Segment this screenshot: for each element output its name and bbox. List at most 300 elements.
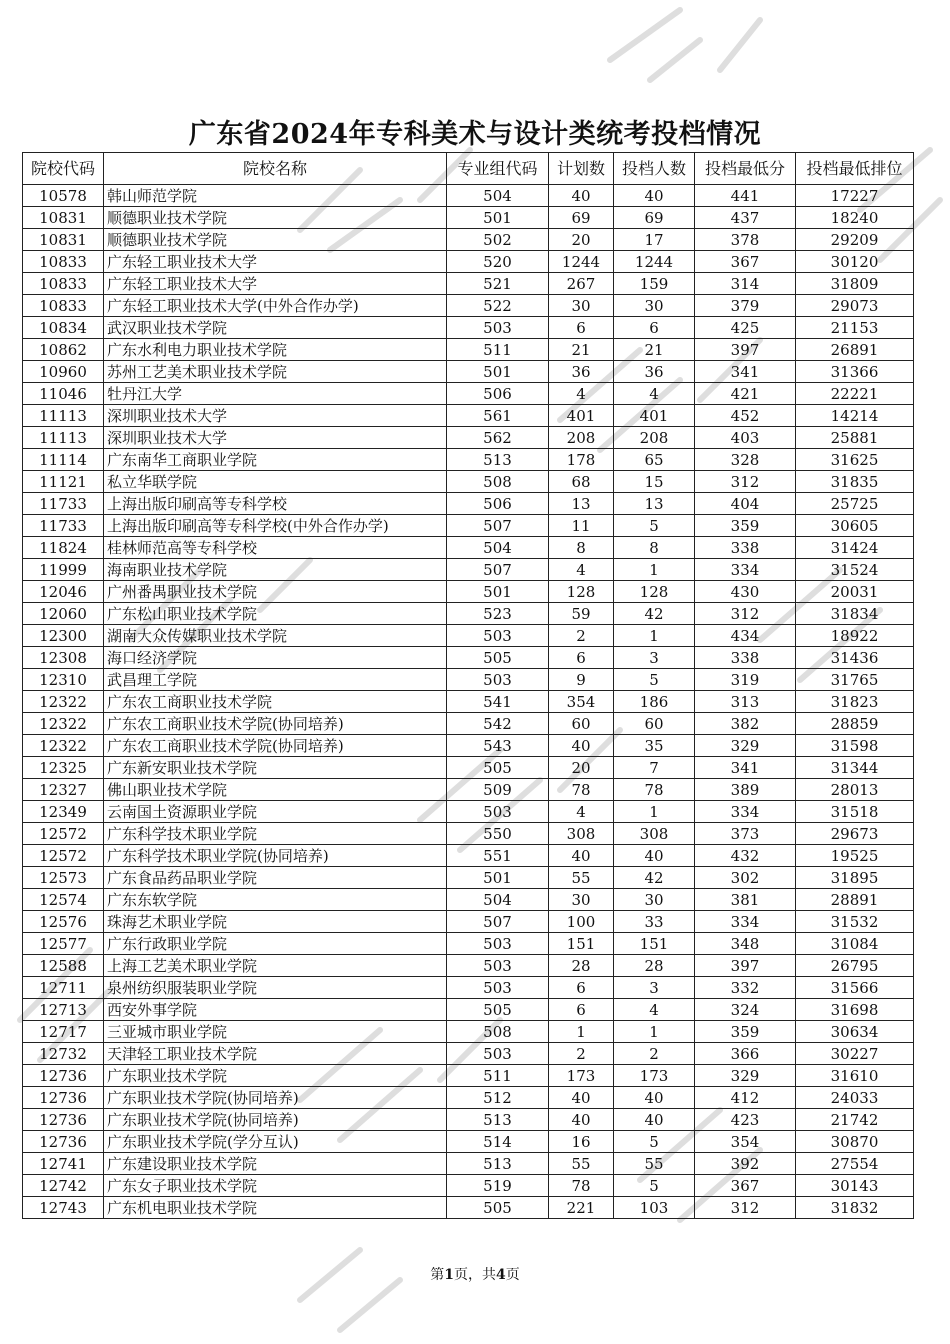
- table-cell: 5: [614, 1175, 695, 1197]
- table-cell: 30227: [796, 1043, 914, 1065]
- table-cell: 12711: [23, 977, 104, 999]
- table-row: [23, 647, 914, 669]
- table-cell: 31532: [796, 911, 914, 933]
- school-name-cell: 上海出版印刷高等专科学校(中外合作办学): [104, 515, 447, 537]
- table-cell: 359: [695, 515, 796, 537]
- table-cell: 4: [549, 559, 614, 581]
- table-cell: 11824: [23, 537, 104, 559]
- table-cell: 60: [549, 713, 614, 735]
- table-cell: 40: [549, 735, 614, 757]
- table-cell: 10960: [23, 361, 104, 383]
- school-name-cell: 广东水利电力职业技术学院: [104, 339, 447, 361]
- table-cell: 519: [447, 1175, 549, 1197]
- school-name-cell: 广东轻工职业技术大学(中外合作办学): [104, 295, 447, 317]
- column-header: 投档人数: [614, 153, 695, 185]
- school-name-cell: 广东职业技术学院(协同培养): [104, 1087, 447, 1109]
- table-cell: 513: [447, 1109, 549, 1131]
- table-cell: 30: [549, 295, 614, 317]
- table-cell: 348: [695, 933, 796, 955]
- school-name-cell: 上海出版印刷高等专科学校: [104, 493, 447, 515]
- table-cell: 21742: [796, 1109, 914, 1131]
- footer-page-number: 1: [444, 1267, 454, 1283]
- table-cell: 507: [447, 515, 549, 537]
- table-cell: 31566: [796, 977, 914, 999]
- table-cell: 78: [549, 1175, 614, 1197]
- table-cell: 31834: [796, 603, 914, 625]
- table-cell: 35: [614, 735, 695, 757]
- table-cell: 33: [614, 911, 695, 933]
- table-row: [23, 669, 914, 691]
- school-name-cell: 广东建设职业技术学院: [104, 1153, 447, 1175]
- table-cell: 12717: [23, 1021, 104, 1043]
- school-name-cell: 广东南华工商职业学院: [104, 449, 447, 471]
- table-cell: 12713: [23, 999, 104, 1021]
- table-cell: 328: [695, 449, 796, 471]
- table-row: [23, 1109, 914, 1131]
- table-cell: 8: [549, 537, 614, 559]
- table-row: [23, 1021, 914, 1043]
- table-cell: 401: [549, 405, 614, 427]
- table-cell: 40: [549, 1109, 614, 1131]
- table-cell: 541: [447, 691, 549, 713]
- table-cell: 381: [695, 889, 796, 911]
- table-cell: 12046: [23, 581, 104, 603]
- admission-table: [22, 152, 914, 1219]
- school-name-cell: 广东东软学院: [104, 889, 447, 911]
- table-cell: 425: [695, 317, 796, 339]
- table-cell: 550: [447, 823, 549, 845]
- table-row: [23, 1197, 914, 1219]
- table-cell: 397: [695, 339, 796, 361]
- table-cell: 10833: [23, 273, 104, 295]
- table-cell: 551: [447, 845, 549, 867]
- table-cell: 313: [695, 691, 796, 713]
- table-cell: 28013: [796, 779, 914, 801]
- table-cell: 2: [549, 625, 614, 647]
- table-cell: 11114: [23, 449, 104, 471]
- table-cell: 503: [447, 977, 549, 999]
- table-row: [23, 339, 914, 361]
- table-cell: 520: [447, 251, 549, 273]
- table-cell: 11121: [23, 471, 104, 493]
- table-cell: 31809: [796, 273, 914, 295]
- table-cell: 302: [695, 867, 796, 889]
- table-cell: 28: [614, 955, 695, 977]
- table-cell: 31832: [796, 1197, 914, 1219]
- column-header: 投档最低排位: [796, 153, 914, 185]
- table-cell: 30605: [796, 515, 914, 537]
- table-row: [23, 889, 914, 911]
- table-cell: 60: [614, 713, 695, 735]
- table-cell: 3: [614, 977, 695, 999]
- table-cell: 21: [614, 339, 695, 361]
- table-cell: 18240: [796, 207, 914, 229]
- school-name-cell: 海南职业技术学院: [104, 559, 447, 581]
- table-cell: 178: [549, 449, 614, 471]
- table-cell: 503: [447, 317, 549, 339]
- table-cell: 514: [447, 1131, 549, 1153]
- table-cell: 28859: [796, 713, 914, 735]
- table-cell: 1: [614, 625, 695, 647]
- school-name-cell: 佛山职业技术学院: [104, 779, 447, 801]
- table-cell: 25725: [796, 493, 914, 515]
- table-cell: 501: [447, 207, 549, 229]
- footer-prefix: 第: [430, 1267, 445, 1283]
- column-header: 计划数: [549, 153, 614, 185]
- table-cell: 208: [549, 427, 614, 449]
- table-cell: 5: [614, 669, 695, 691]
- table-cell: 5: [614, 1131, 695, 1153]
- table-cell: 17: [614, 229, 695, 251]
- table-cell: 12325: [23, 757, 104, 779]
- table-cell: 12736: [23, 1065, 104, 1087]
- table-cell: 332: [695, 977, 796, 999]
- table-row: [23, 801, 914, 823]
- table-cell: 308: [549, 823, 614, 845]
- table-cell: 22221: [796, 383, 914, 405]
- table-cell: 522: [447, 295, 549, 317]
- table-cell: 78: [614, 779, 695, 801]
- table-cell: 423: [695, 1109, 796, 1131]
- table-cell: 389: [695, 779, 796, 801]
- school-name-cell: 顺德职业技术学院: [104, 207, 447, 229]
- table-cell: 40: [614, 185, 695, 207]
- table-cell: 314: [695, 273, 796, 295]
- table-cell: 5: [614, 515, 695, 537]
- table-cell: 20: [549, 229, 614, 251]
- school-name-cell: 西安外事学院: [104, 999, 447, 1021]
- table-cell: 31436: [796, 647, 914, 669]
- column-header: 院校名称: [104, 153, 447, 185]
- table-cell: 338: [695, 537, 796, 559]
- table-cell: 18922: [796, 625, 914, 647]
- table-cell: 521: [447, 273, 549, 295]
- table-cell: 367: [695, 251, 796, 273]
- school-name-cell: 广东新安职业技术学院: [104, 757, 447, 779]
- table-row: [23, 713, 914, 735]
- table-cell: 26891: [796, 339, 914, 361]
- table-cell: 25881: [796, 427, 914, 449]
- table-cell: 31895: [796, 867, 914, 889]
- table-cell: 452: [695, 405, 796, 427]
- table-cell: 12060: [23, 603, 104, 625]
- table-cell: 404: [695, 493, 796, 515]
- table-cell: 173: [549, 1065, 614, 1087]
- table-cell: 379: [695, 295, 796, 317]
- table-cell: 30143: [796, 1175, 914, 1197]
- table-cell: 40: [549, 185, 614, 207]
- table-row: [23, 427, 914, 449]
- table-cell: 503: [447, 933, 549, 955]
- table-cell: 430: [695, 581, 796, 603]
- school-name-cell: 广东轻工职业技术大学: [104, 251, 447, 273]
- table-cell: 319: [695, 669, 796, 691]
- table-body: [23, 185, 914, 1219]
- table-cell: 367: [695, 1175, 796, 1197]
- table-cell: 29073: [796, 295, 914, 317]
- table-cell: 20031: [796, 581, 914, 603]
- table-row: [23, 1065, 914, 1087]
- table-cell: 12308: [23, 647, 104, 669]
- table-cell: 503: [447, 625, 549, 647]
- table-cell: 159: [614, 273, 695, 295]
- table-cell: 12736: [23, 1109, 104, 1131]
- table-cell: 12576: [23, 911, 104, 933]
- table-cell: 1: [614, 801, 695, 823]
- table-cell: 10578: [23, 185, 104, 207]
- table-cell: 69: [549, 207, 614, 229]
- table-cell: 12588: [23, 955, 104, 977]
- school-name-cell: 广东科学技术职业学院(协同培养): [104, 845, 447, 867]
- table-cell: 31524: [796, 559, 914, 581]
- table-cell: 334: [695, 801, 796, 823]
- table-cell: 324: [695, 999, 796, 1021]
- school-name-cell: 武汉职业技术学院: [104, 317, 447, 339]
- school-name-cell: 深圳职业技术大学: [104, 405, 447, 427]
- table-cell: 341: [695, 757, 796, 779]
- table-row: [23, 691, 914, 713]
- table-cell: 10831: [23, 207, 104, 229]
- header-row: [23, 153, 914, 185]
- table-cell: 561: [447, 405, 549, 427]
- school-name-cell: 海口经济学院: [104, 647, 447, 669]
- table-cell: 31598: [796, 735, 914, 757]
- school-name-cell: 广东职业技术学院(学分互认): [104, 1131, 447, 1153]
- table-row: [23, 1087, 914, 1109]
- table-cell: 12300: [23, 625, 104, 647]
- table-cell: 2: [549, 1043, 614, 1065]
- table-cell: 6: [549, 999, 614, 1021]
- table-cell: 173: [614, 1065, 695, 1087]
- table-cell: 12736: [23, 1087, 104, 1109]
- school-name-cell: 上海工艺美术职业学院: [104, 955, 447, 977]
- table-cell: 501: [447, 581, 549, 603]
- table-cell: 3: [614, 647, 695, 669]
- table-cell: 15: [614, 471, 695, 493]
- table-cell: 14214: [796, 405, 914, 427]
- table-cell: 31765: [796, 669, 914, 691]
- table-cell: 504: [447, 889, 549, 911]
- table-cell: 31084: [796, 933, 914, 955]
- table-cell: 12736: [23, 1131, 104, 1153]
- table-cell: 359: [695, 1021, 796, 1043]
- table-cell: 128: [614, 581, 695, 603]
- table-cell: 502: [447, 229, 549, 251]
- table-cell: 55: [614, 1153, 695, 1175]
- table-cell: 10833: [23, 295, 104, 317]
- table-cell: 432: [695, 845, 796, 867]
- table-cell: 1: [549, 1021, 614, 1043]
- table-cell: 11046: [23, 383, 104, 405]
- table-cell: 55: [549, 1153, 614, 1175]
- table-row: [23, 581, 914, 603]
- table-cell: 40: [549, 845, 614, 867]
- school-name-cell: 武昌理工学院: [104, 669, 447, 691]
- table-cell: 40: [614, 1109, 695, 1131]
- table-cell: 1244: [549, 251, 614, 273]
- table-cell: 31366: [796, 361, 914, 383]
- table-row: [23, 603, 914, 625]
- table-cell: 128: [549, 581, 614, 603]
- school-name-cell: 天津轻工职业技术学院: [104, 1043, 447, 1065]
- table-cell: 392: [695, 1153, 796, 1175]
- table-cell: 338: [695, 647, 796, 669]
- table-cell: 334: [695, 911, 796, 933]
- table-cell: 12349: [23, 801, 104, 823]
- table-cell: 12322: [23, 713, 104, 735]
- table-cell: 7: [614, 757, 695, 779]
- table-row: [23, 559, 914, 581]
- footer-middle: 页，共: [454, 1267, 496, 1283]
- table-cell: 10831: [23, 229, 104, 251]
- table-cell: 221: [549, 1197, 614, 1219]
- table-row: [23, 845, 914, 867]
- table-cell: 208: [614, 427, 695, 449]
- table-cell: 366: [695, 1043, 796, 1065]
- table-cell: 503: [447, 955, 549, 977]
- table-cell: 30870: [796, 1131, 914, 1153]
- school-name-cell: 苏州工艺美术职业技术学院: [104, 361, 447, 383]
- table-cell: 65: [614, 449, 695, 471]
- table-row: [23, 823, 914, 845]
- school-name-cell: 私立华联学院: [104, 471, 447, 493]
- table-row: [23, 911, 914, 933]
- table-row: [23, 1175, 914, 1197]
- table-cell: 30: [614, 889, 695, 911]
- table-cell: 503: [447, 669, 549, 691]
- school-name-cell: 广东农工商职业技术学院(协同培养): [104, 713, 447, 735]
- table-cell: 401: [614, 405, 695, 427]
- table-cell: 441: [695, 185, 796, 207]
- school-name-cell: 深圳职业技术大学: [104, 427, 447, 449]
- table-row: [23, 515, 914, 537]
- table-cell: 12310: [23, 669, 104, 691]
- table-cell: 27554: [796, 1153, 914, 1175]
- table-cell: 9: [549, 669, 614, 691]
- school-name-cell: 广东农工商职业技术学院: [104, 691, 447, 713]
- table-cell: 507: [447, 559, 549, 581]
- table-cell: 30634: [796, 1021, 914, 1043]
- table-cell: 13: [614, 493, 695, 515]
- table-row: [23, 251, 914, 273]
- table-cell: 11733: [23, 515, 104, 537]
- table-cell: 36: [549, 361, 614, 383]
- school-name-cell: 广东松山职业技术学院: [104, 603, 447, 625]
- table-cell: 31610: [796, 1065, 914, 1087]
- school-name-cell: 广东职业技术学院: [104, 1065, 447, 1087]
- table-cell: 31698: [796, 999, 914, 1021]
- table-cell: 4: [549, 801, 614, 823]
- school-name-cell: 广东女子职业技术学院: [104, 1175, 447, 1197]
- table-cell: 312: [695, 603, 796, 625]
- school-name-cell: 牡丹江大学: [104, 383, 447, 405]
- table-cell: 55: [549, 867, 614, 889]
- table-cell: 329: [695, 1065, 796, 1087]
- table-cell: 509: [447, 779, 549, 801]
- table-cell: 11: [549, 515, 614, 537]
- table-cell: 382: [695, 713, 796, 735]
- table-row: [23, 449, 914, 471]
- school-name-cell: 三亚城市职业学院: [104, 1021, 447, 1043]
- table-cell: 267: [549, 273, 614, 295]
- table-cell: 508: [447, 1021, 549, 1043]
- table-row: [23, 229, 914, 251]
- table-cell: 68: [549, 471, 614, 493]
- table-row: [23, 955, 914, 977]
- table-cell: 308: [614, 823, 695, 845]
- school-name-cell: 广州番禺职业技术学院: [104, 581, 447, 603]
- table-cell: 29209: [796, 229, 914, 251]
- column-header: 投档最低分: [695, 153, 796, 185]
- table-cell: 30: [549, 889, 614, 911]
- table-cell: 4: [614, 383, 695, 405]
- school-name-cell: 广东行政职业学院: [104, 933, 447, 955]
- table-cell: 504: [447, 537, 549, 559]
- table-row: [23, 1153, 914, 1175]
- table-row: [23, 317, 914, 339]
- table-cell: 512: [447, 1087, 549, 1109]
- footer-suffix: 页: [505, 1267, 520, 1283]
- table-cell: 30120: [796, 251, 914, 273]
- table-cell: 511: [447, 1065, 549, 1087]
- table-cell: 6: [549, 647, 614, 669]
- table-row: [23, 383, 914, 405]
- table-cell: 1244: [614, 251, 695, 273]
- table-row: [23, 867, 914, 889]
- table-cell: 329: [695, 735, 796, 757]
- table-cell: 19525: [796, 845, 914, 867]
- table-cell: 31424: [796, 537, 914, 559]
- table-row: [23, 779, 914, 801]
- table-cell: 42: [614, 867, 695, 889]
- table-cell: 13: [549, 493, 614, 515]
- table-cell: 29673: [796, 823, 914, 845]
- table-cell: 501: [447, 867, 549, 889]
- table-row: [23, 405, 914, 427]
- table-cell: 40: [614, 845, 695, 867]
- school-name-cell: 泉州纺织服装职业学院: [104, 977, 447, 999]
- table-cell: 403: [695, 427, 796, 449]
- table-row: [23, 185, 914, 207]
- table-cell: 523: [447, 603, 549, 625]
- table-cell: 6: [549, 977, 614, 999]
- table-row: [23, 537, 914, 559]
- table-cell: 40: [549, 1087, 614, 1109]
- table-cell: 12743: [23, 1197, 104, 1219]
- column-header: 专业组代码: [447, 153, 549, 185]
- table-cell: 11733: [23, 493, 104, 515]
- table-cell: 4: [614, 999, 695, 1021]
- table-cell: 28891: [796, 889, 914, 911]
- table-cell: 6: [614, 317, 695, 339]
- table-cell: 21153: [796, 317, 914, 339]
- table-cell: 354: [549, 691, 614, 713]
- table-cell: 543: [447, 735, 549, 757]
- table-cell: 21: [549, 339, 614, 361]
- table-cell: 378: [695, 229, 796, 251]
- page-footer: [0, 1264, 950, 1284]
- school-name-cell: 云南国土资源职业学院: [104, 801, 447, 823]
- table-cell: 28: [549, 955, 614, 977]
- school-name-cell: 顺德职业技术学院: [104, 229, 447, 251]
- table-cell: 16: [549, 1131, 614, 1153]
- table-cell: 12327: [23, 779, 104, 801]
- table-cell: 10833: [23, 251, 104, 273]
- table-cell: 508: [447, 471, 549, 493]
- school-name-cell: 广东机电职业技术学院: [104, 1197, 447, 1219]
- table-cell: 12577: [23, 933, 104, 955]
- table-cell: 8: [614, 537, 695, 559]
